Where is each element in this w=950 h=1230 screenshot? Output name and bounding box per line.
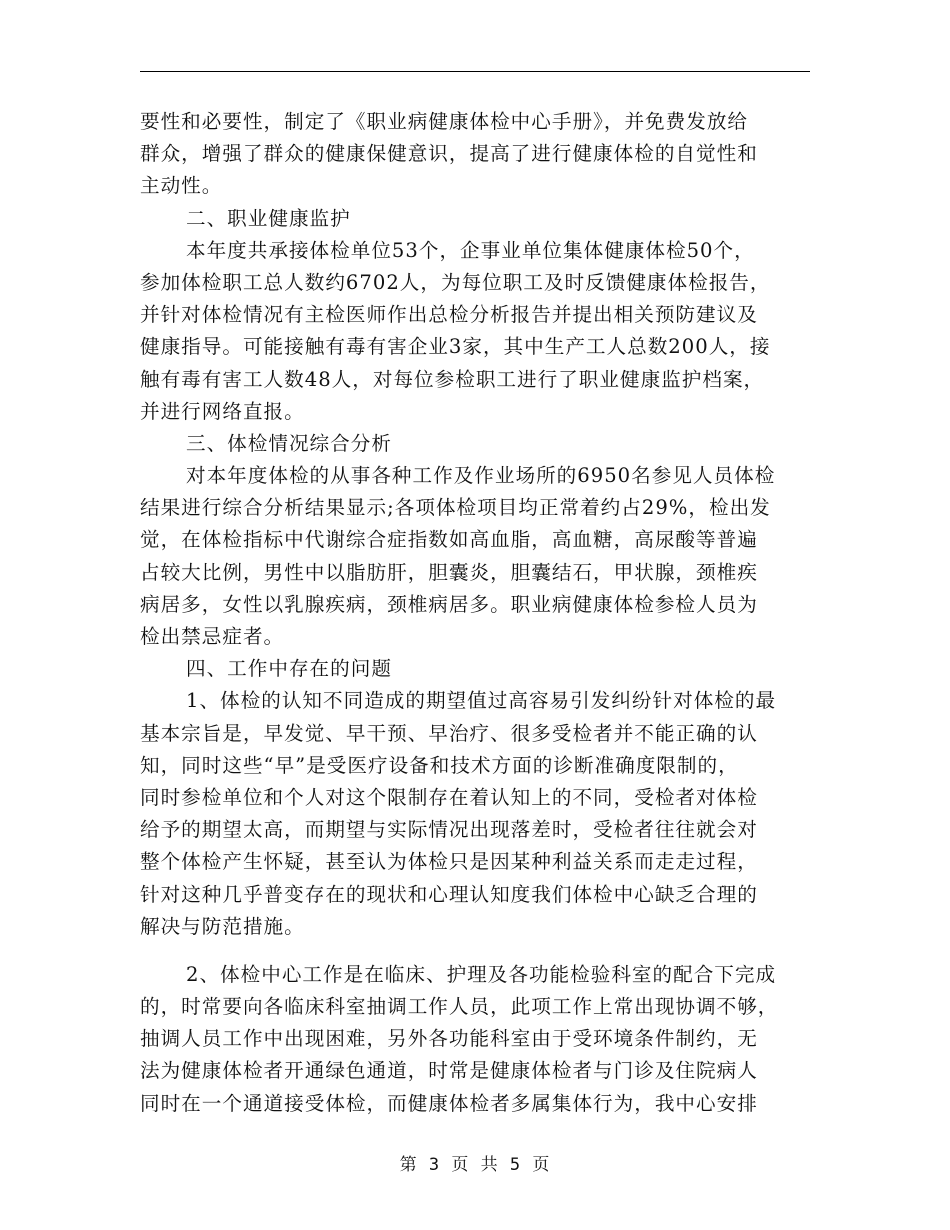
text-line: 占较大比例，男性中以脂肪肝，胆囊炎，胆囊结石，甲状腺，颈椎疾: [140, 560, 758, 584]
text-line: 同时参检单位和个人对这个限制存在着认知上的不同，受检者对体检: [140, 785, 758, 809]
text-line: 抽调人员工作中出现困难，另外各功能科室由于受环境条件制约，无: [140, 1027, 758, 1051]
text-line: 法为健康体检者开通绿色通道，时常是健康体检者与门诊及住院病人: [140, 1059, 758, 1083]
text-line: 整个体检产生怀疑，甚至认为体检只是因某种利益关系而走走过程，: [140, 850, 758, 874]
page-footer: 第 3 页 共 5 页: [399, 1155, 551, 1175]
text-line: 参加体检职工总人数约6702人，为每位职工及时反馈健康体检报告，: [140, 270, 771, 294]
text-line: 检出禁忌症者。: [140, 625, 285, 648]
text-line: 群众，增强了群众的健康保健意识，提高了进行健康体检的自觉性和: [140, 142, 758, 166]
text-line: 1、体检的认知不同造成的期望值过高容易引发纠纷针对体检的最: [186, 689, 777, 713]
paragraph-gap: [140, 943, 812, 959]
text-line: 对本年度体检的从事各种工作及作业场所的6950名参见人员体检: [186, 464, 776, 488]
text-line: 针对这种几乎普变存在的现状和心理认知度我们体检中心缺乏合理的: [140, 882, 758, 906]
text-line: 要性和必要性，制定了《职业病健康体检中心手册》，并免费发放给: [140, 110, 749, 133]
text-line: 觉，在体检指标中代谢综合症指数如高血脂，高血糖，高尿酸等普遍: [140, 528, 758, 552]
header-rule: [140, 71, 810, 72]
text-line: 并针对体检情况有主检医师作出总检分析报告并提出相关预防建议及: [140, 303, 758, 327]
text-line: 主动性。: [140, 174, 223, 198]
section-heading: 三、体检情况综合分析: [186, 431, 392, 455]
text-line: 触有毒有害工人数48人，对每位参检职工进行了职业健康监护档案，: [140, 367, 765, 391]
text-line: 健康指导。可能接触有毒有害企业3家，其中生产工人总数200人，接: [140, 335, 771, 359]
text-line: 知，同时这些“早”是受医疗设备和技术方面的诊断准确度限制的，: [140, 753, 739, 777]
text-line: 的，时常要向各临床科室抽调工作人员，此项工作上常出现协调不够，: [140, 995, 779, 1019]
text-line: 同时在一个通道接受体检，而健康体检者多属集体行为，我中心安排: [140, 1091, 758, 1115]
text-line: 结果进行综合分析结果显示;各项体检项目均正常着约占29%，检出发: [140, 496, 771, 520]
section-heading: 四、工作中存在的问题: [186, 657, 392, 681]
text-line: 解决与防范措施。: [140, 914, 305, 938]
text-line: 给予的期望太高，而期望与实际情况出现落差时，受检者往往就会对: [140, 818, 758, 842]
section-heading: 二、职业健康监护: [186, 206, 351, 230]
text-line: 并进行网络直报。: [140, 399, 305, 423]
text-line: 病居多，女性以乳腺疾病，颈椎病居多。职业病健康体检参检人员为: [140, 592, 758, 616]
body-text: [140, 106, 812, 1120]
text-line: 本年度共承接体检单位53个，企事业单位集体健康体检50个，: [186, 238, 755, 262]
text-line: 2、体检中心工作是在临床、护理及各功能检验科室的配合下完成: [186, 962, 777, 986]
text-line: 基本宗旨是，早发觉、早干预、早治疗、很多受检者并不能正确的认: [140, 721, 758, 745]
